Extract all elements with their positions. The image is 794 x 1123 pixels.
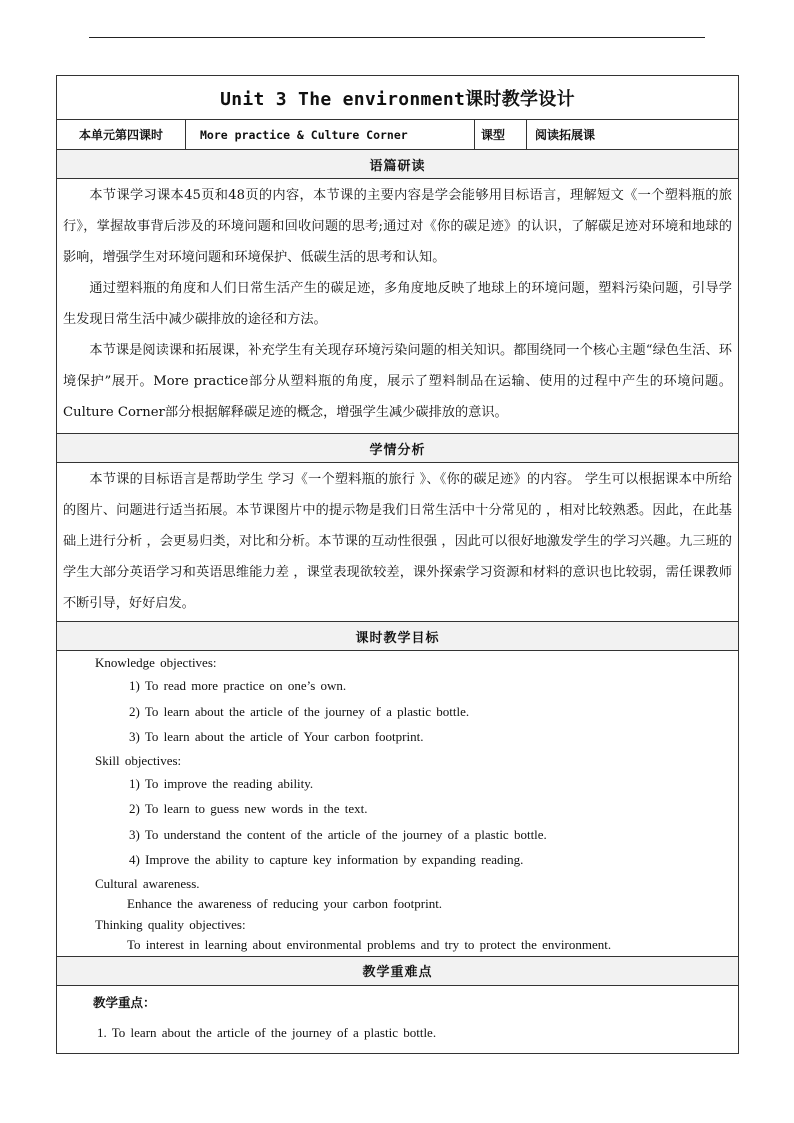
knowledge-objective-item: 1) To read more practice on one’s own.: [129, 678, 347, 693]
lesson-number: 本单元第四课时: [57, 120, 186, 150]
section-heading-objectives: 课时教学目标: [57, 622, 739, 651]
key-point-item: 1. To learn about the article of the journey of a plastic bottle.: [97, 1024, 437, 1040]
knowledge-objectives-label: Knowledge objectives:: [95, 655, 217, 670]
skill-objective-item: 1) To improve the reading ability.: [129, 775, 314, 791]
section-heading-key-points: 教学重难点: [57, 956, 739, 985]
page-header-rule: [89, 37, 705, 38]
thinking-objectives-label: Thinking quality objectives:: [95, 917, 246, 932]
skill-objective-item: 3) To understand the content of the article of the journey of a plastic bottle.: [129, 826, 547, 842]
section-heading-learner-analysis: 学情分析: [57, 434, 739, 463]
key-points-body: [57, 985, 739, 1053]
learner-analysis-body: [57, 463, 739, 622]
lesson-meta-row: [57, 120, 739, 150]
lesson-type-value: 阅读拓展课: [527, 120, 739, 150]
skill-objective-item: 4) Improve the ability to capture key information by expanding reading.: [129, 852, 524, 867]
cultural-awareness-label: Cultural awareness.: [95, 875, 200, 891]
text-study-paragraph: 本节课是阅读课和拓展课，补充学生有关现存环境污染问题的相关知识。都围绕同一个核心主题“绿色生活、环境保护”展开。More practice部分从塑料瓶的角度，展示了塑料制品在运输、使用的过程中产生的环境问题。Culture Corner部分根据解释碳足迹的概念，增强学生减少碳排放的意识。: [63, 343, 732, 420]
objectives-body: [57, 651, 739, 957]
text-study-paragraph: 通过塑料瓶的角度和人们日常生活产生的碳足迹，多角度地反映了地球上的环境问题，塑料污染问题，引导学生发现日常生活中减少碳排放的途径和方法。: [63, 281, 732, 327]
knowledge-objective-item: 2) To learn about the article of the journey of a plastic bottle.: [129, 703, 470, 719]
key-points-label: 教学重点：: [93, 994, 156, 1010]
document-title: Unit 3 The environment课时教学设计: [57, 76, 739, 120]
skill-objectives-label: Skill objectives:: [95, 752, 182, 768]
lesson-topic: More practice & Culture Corner: [186, 120, 475, 150]
text-study-paragraph: 本节课学习课本45页和48页的内容，本节课的主要内容是学会能够用目标语言，理解短文《一个塑料瓶的旅行》，掌握故事背后涉及的环境问题和回收问题的思考;通过对《你的碳足迹》的认识，了解碳足迹对环境和地球的影响，增强学生对环境问题和环境保护、低碳生活的思考和认知。: [63, 188, 732, 265]
lesson-type-label: 课型: [475, 120, 527, 150]
section-heading-text-study: 语篇研读: [57, 150, 739, 179]
cultural-awareness-text: Enhance the awareness of reducing your carbon footprint.: [127, 895, 443, 911]
skill-objective-item: 2) To learn to guess new words in the text.: [129, 801, 368, 816]
learner-analysis-paragraph: 本节课的目标语言是帮助学生 学习《一个塑料瓶的旅行 》、《你的碳足迹》的内容。 学生可以根据课本中所给的图片、问题进行适当拓展。本节课图片中的提示物是我们日常生活中十分常见的 ，相对比较熟悉。因此，在此基础上进行分析 ，会更易归类，对比和分析。本节课的互动性很强 ，因此可以很好地激发学生的学习兴趣。九三班的学生大部分英语学习和英语思维能力差 ，课堂表现欲较差，课外探索学习资源和材料的意识也比较弱，需任课教师不断引导，好好启发。: [63, 472, 732, 611]
knowledge-objective-item: 3) To learn about the article of Your carbon footprint.: [129, 729, 424, 744]
thinking-objectives-text: To interest in learning about environmental problems and try to protect the environment.: [127, 937, 612, 952]
lesson-plan-table: [56, 75, 739, 1054]
text-study-body: [57, 179, 739, 434]
